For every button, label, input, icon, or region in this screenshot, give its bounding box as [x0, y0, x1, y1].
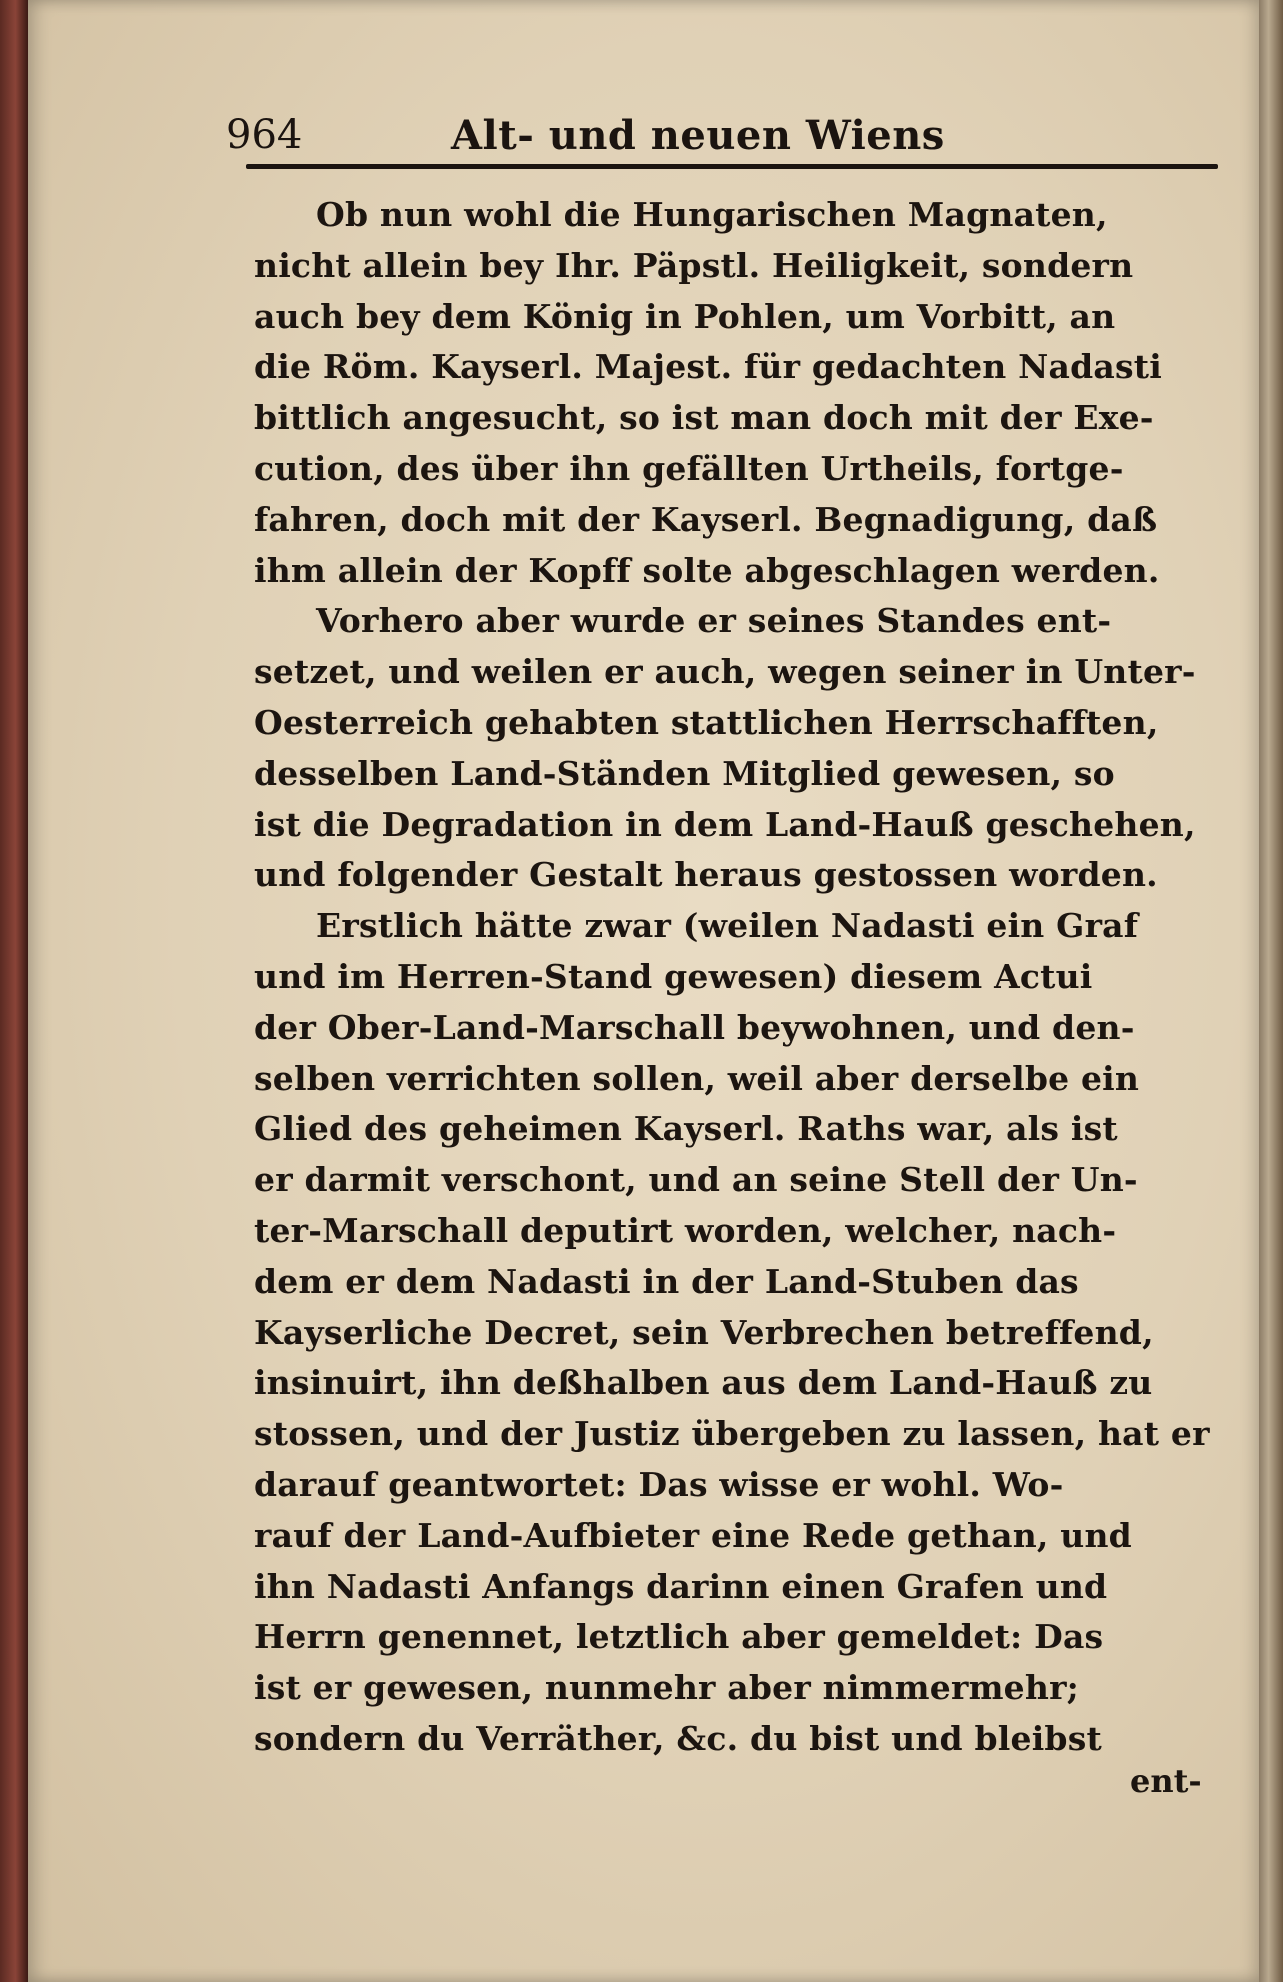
next-page-edge: [1259, 0, 1283, 1982]
text-line: Vorhero aber wurde er seines Standes ent-: [316, 601, 1112, 641]
book-binding: [0, 0, 28, 1982]
page-number: 964: [226, 112, 303, 158]
text-line: er darmit verschont, und an seine Stell der Un-: [254, 1160, 1138, 1200]
text-line: setzet, und weilen er auch, wegen seiner in Unter-: [254, 652, 1196, 692]
text-line: ihn Nadasti Anfangs darinn einen Grafen und: [254, 1566, 1108, 1606]
text-line: auch bey dem König in Pohlen, um Vorbitt, an: [254, 296, 1116, 336]
text-line: die Röm. Kayserl. Majest. für gedachten Nadasti: [254, 347, 1162, 387]
text-line: ist er gewesen, nunmehr aber nimmermehr;: [254, 1668, 1080, 1708]
text-line: stossen, und der Justiz übergeben zu lassen, hat er: [254, 1414, 1210, 1454]
book-page: [28, 0, 1259, 1982]
running-title: Alt- und neuen Wiens: [451, 112, 945, 159]
header-rule: [246, 164, 1218, 169]
catchword: ent-: [1130, 1762, 1202, 1800]
text-line: ter-Marschall deputirt worden, welcher, nach-: [254, 1210, 1117, 1250]
text-line: ihm allein der Kopff solte abgeschlagen werden.: [254, 550, 1160, 590]
text-line: desselben Land-Ständen Mitglied gewesen, so: [254, 753, 1115, 793]
text-line: Glied des geheimen Kayserl. Raths war, als ist: [254, 1109, 1118, 1149]
text-line: nicht allein bey Ihr. Päpstl. Heiligkeit, sondern: [254, 245, 1134, 285]
text-line: sondern du Verräther, &c. du bist und bleibst: [254, 1718, 1102, 1758]
text-line: der Ober-Land-Marschall beywohnen, und den-: [254, 1007, 1135, 1047]
text-line: dem er dem Nadasti in der Land-Stuben das: [254, 1261, 1079, 1301]
text-line: Ob nun wohl die Hungarischen Magnaten,: [316, 195, 1108, 234]
text-line: Oesterreich gehabten stattlichen Herrschafften,: [254, 702, 1159, 742]
body-text: [254, 190, 1222, 1765]
text-line: und folgender Gestalt heraus gestossen worden.: [254, 855, 1158, 895]
text-line: bittlich angesucht, so ist man doch mit der Exe-: [254, 398, 1154, 438]
text-line: fahren, doch mit der Kayserl. Begnadigung, daß: [254, 499, 1158, 539]
text-line: rauf der Land-Aufbieter eine Rede gethan, und: [254, 1515, 1132, 1555]
text-line: selben verrichten sollen, weil aber derselbe ein: [254, 1058, 1140, 1098]
text-line: insinuirt, ihn deßhalben aus dem Land-Hauß zu: [254, 1363, 1153, 1403]
text-line: Erstlich hätte zwar (weilen Nadasti ein Graf: [316, 906, 1139, 946]
text-line: ist die Degradation in dem Land-Hauß geschehen,: [254, 804, 1196, 844]
text-line: cution, des über ihn gefällten Urtheils, fortge-: [254, 448, 1124, 488]
text-line: Herrn genennet, letztlich aber gemeldet: Das: [254, 1617, 1104, 1657]
text-line: darauf geantwortet: Das wisse er wohl. Wo-: [254, 1464, 1064, 1504]
text-line: Kayserliche Decret, sein Verbrechen betreffend,: [254, 1312, 1154, 1352]
text-line: und im Herren-Stand gewesen) diesem Actui: [254, 956, 1093, 996]
page-header: [226, 112, 1216, 172]
